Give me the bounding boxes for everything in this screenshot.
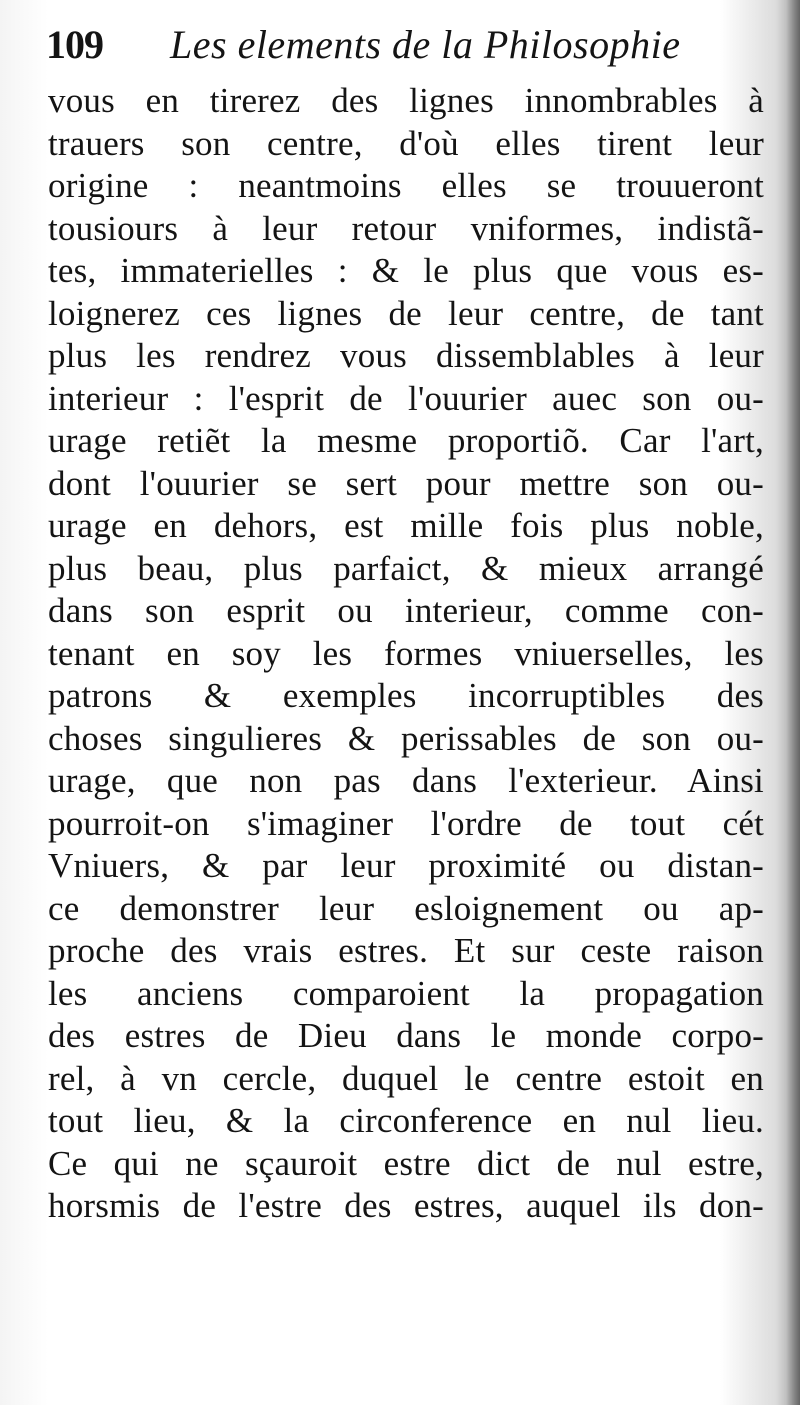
running-title: Les elements de la Philosophie	[170, 22, 681, 67]
body-text	[48, 80, 764, 1228]
text-line: tes, immaterielles : & le plus que vous es-	[48, 251, 764, 290]
text-line: origine : neantmoins elles se trouueront	[48, 166, 764, 205]
text-line: plus beau, plus parfaict, & mieux arrangé	[48, 548, 764, 588]
text-line: urage retiẽt la mesme proportiõ. Car l'art,	[48, 421, 764, 460]
text-line: interieur : l'esprit de l'ouurier auec son ou-	[48, 378, 764, 418]
text-line: dans son esprit ou interieur, comme con-	[48, 591, 764, 630]
text-line: Ce qui ne sçauroit estre dict de nul estre,	[48, 1143, 764, 1183]
page-header	[38, 14, 768, 76]
text-line: rel, à vn cercle, duquel le centre estoit en	[48, 1058, 764, 1098]
page-number: 109	[46, 22, 103, 67]
text-line: dont l'ouurier se sert pour mettre son ou-	[48, 463, 764, 503]
text-line: proche des vrais estres. Et sur ceste raison	[48, 931, 764, 970]
text-line: patrons & exemples incorruptibles des	[48, 676, 764, 715]
text-line: des estres de Dieu dans le monde corpo-	[48, 1016, 764, 1055]
text-line: tousiours à leur retour vniformes, indistã-	[48, 208, 764, 248]
text-line: plus les rendrez vous dissemblables à leur	[48, 336, 764, 375]
text-line: loignerez ces lignes de leur centre, de tant	[48, 293, 764, 333]
text-line: Vniuers, & par leur proximité ou distan-	[48, 846, 764, 885]
text-line: urage en dehors, est mille fois plus noble,	[48, 506, 764, 545]
text-line: tenant en soy les formes vniuerselles, les	[48, 633, 764, 673]
text-line: urage, que non pas dans l'exterieur. Ainsi	[48, 761, 764, 800]
text-line: horsmis de l'estre des estres, auquel ils don-	[48, 1186, 764, 1225]
text-line: vous en tirerez des lignes innombrables à	[48, 81, 764, 120]
text-line: pourroit-on s'imaginer l'ordre de tout cét	[48, 803, 764, 843]
text-line: ce demonstrer leur esloignement ou ap-	[48, 888, 764, 928]
text-line: trauers son centre, d'où elles tirent leur	[48, 123, 764, 163]
text-line: tout lieu, & la circonference en nul lieu.	[48, 1101, 764, 1140]
text-line: choses singulieres & perissables de son ou-	[48, 718, 764, 758]
text-line: les anciens comparoient la propagation	[48, 973, 764, 1013]
